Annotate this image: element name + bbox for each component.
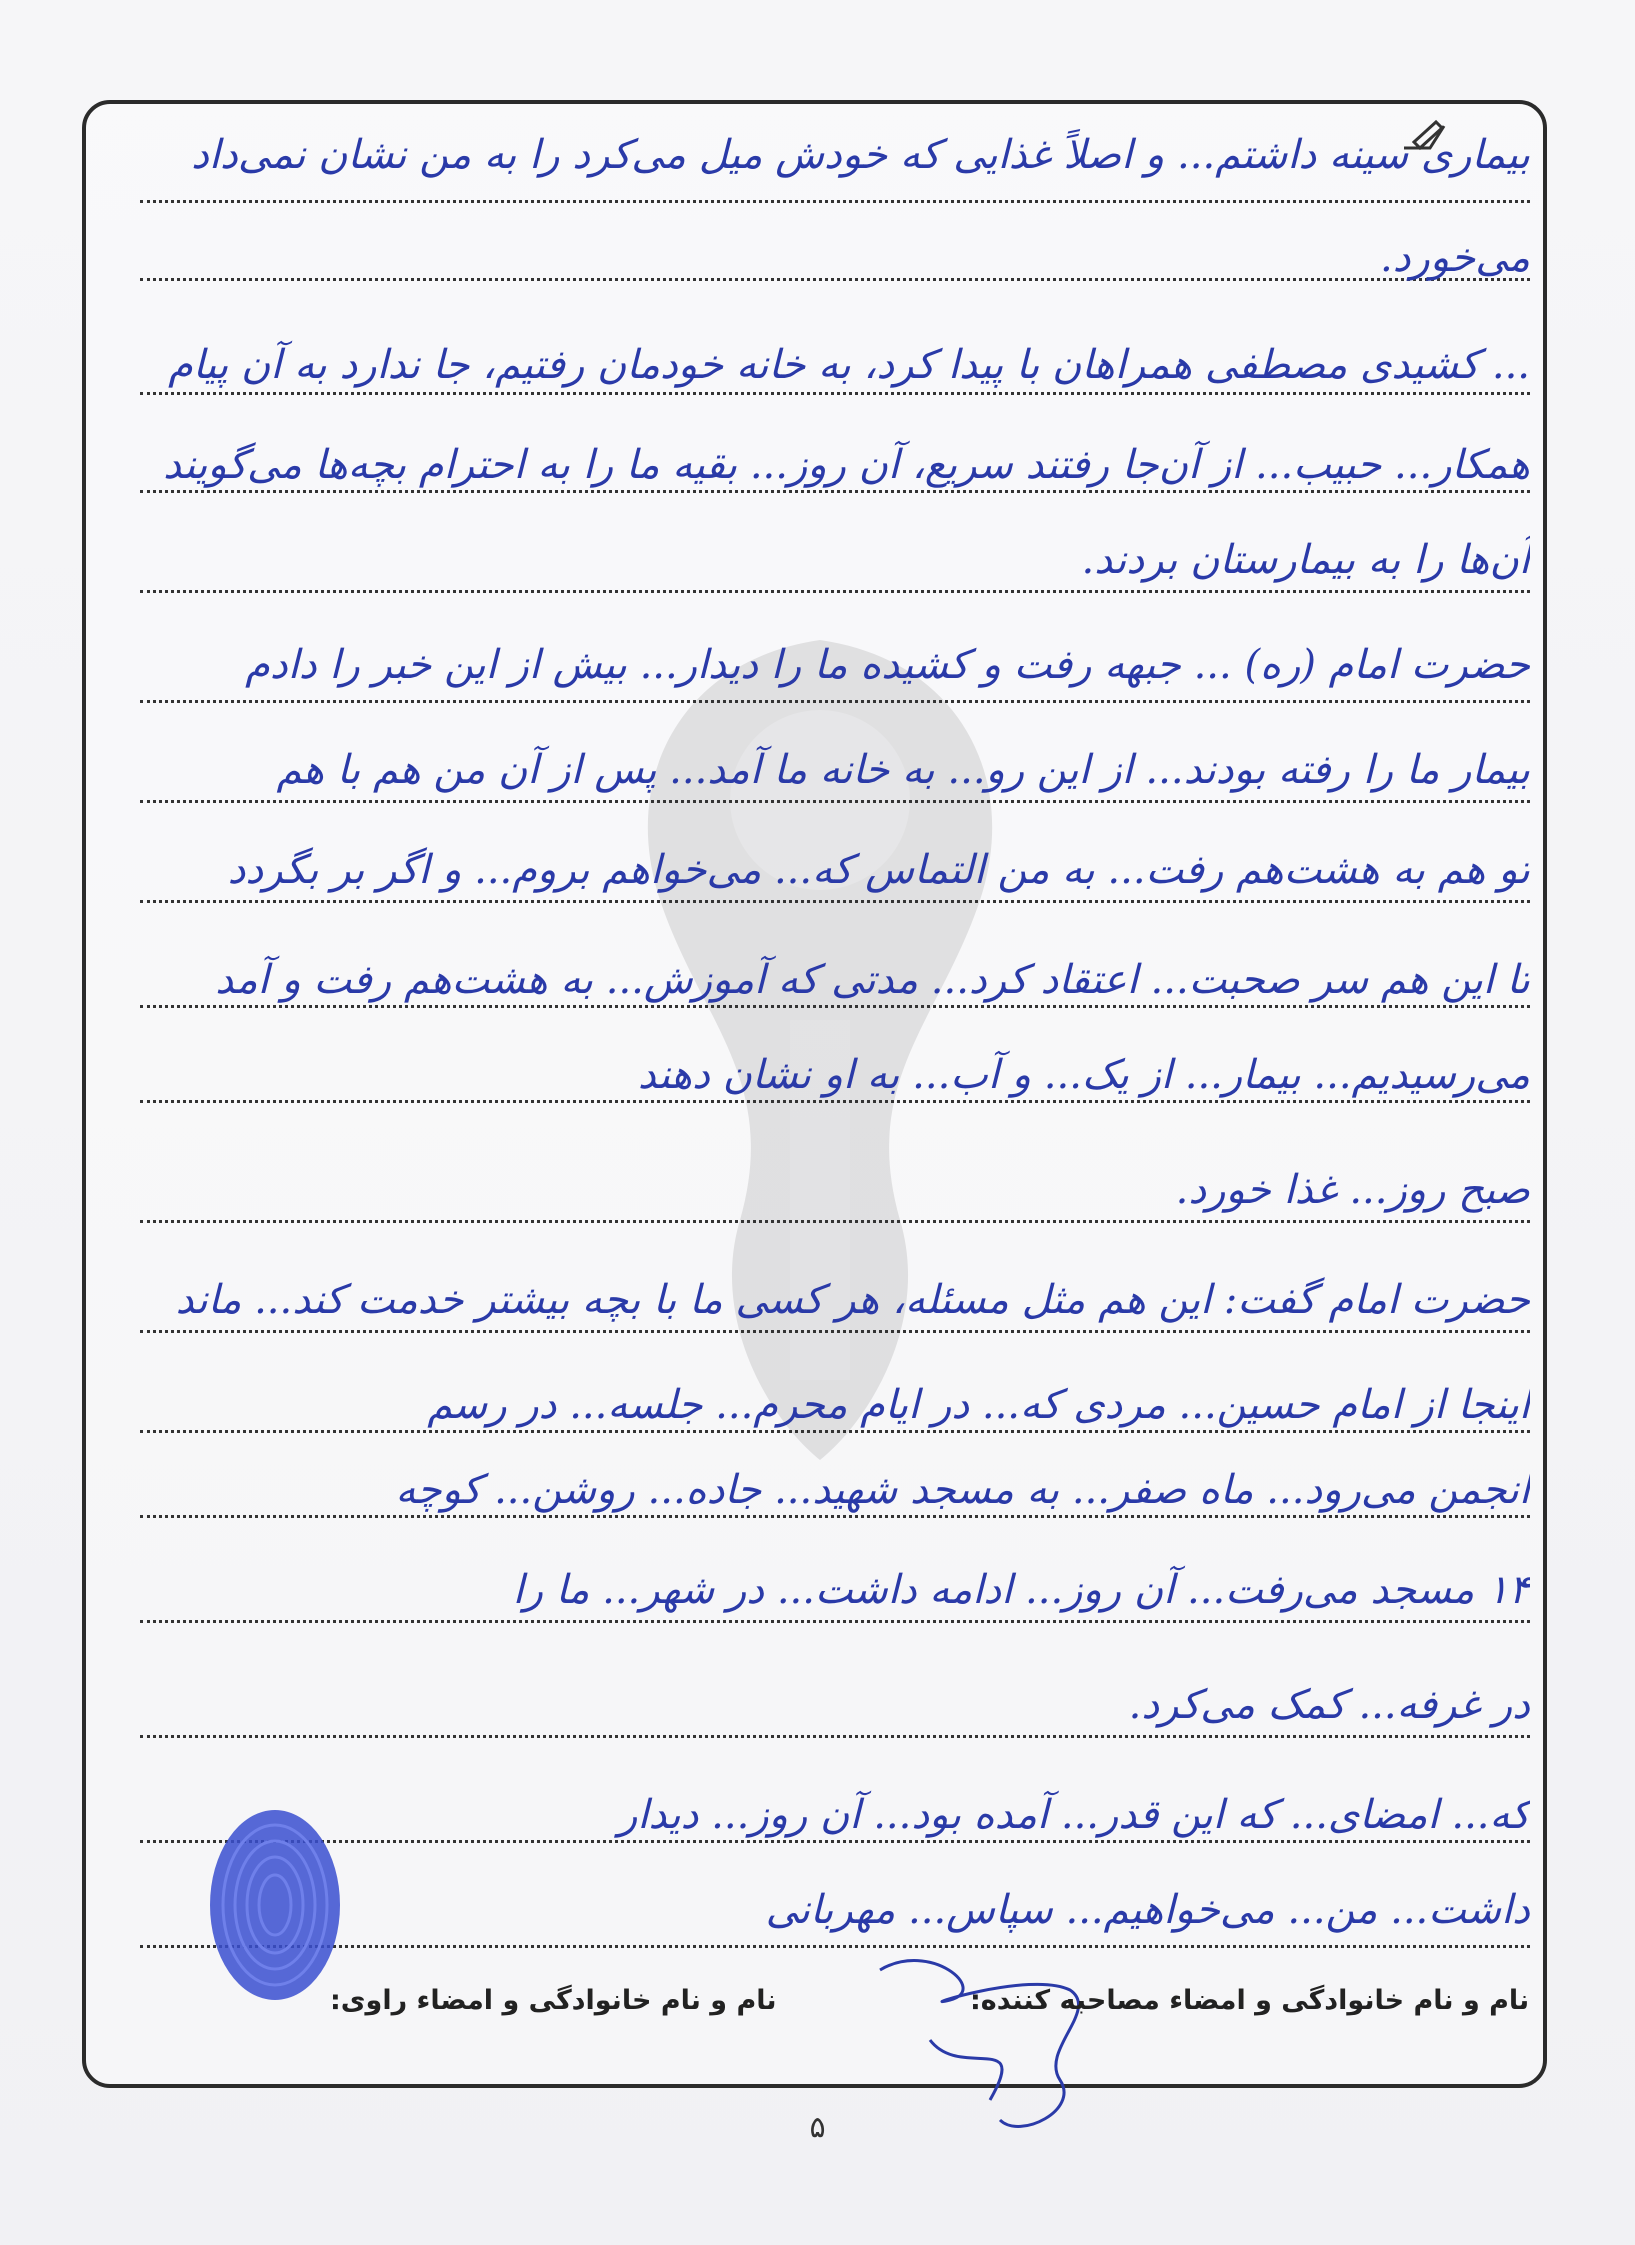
handwritten-line: حضرت امام گفت: این هم مثل مسئله، هر کسی ما با بچه بیشتر خدمت کند... ماند: [175, 1277, 1530, 1323]
handwritten-line: تا این هم سر صحبت... اعتقاد کرد... مدتی که آموزش... به هشت‌هم رفت و آمد: [215, 957, 1530, 1003]
handwritten-line: در غرفه... کمک می‌کرد.: [1128, 1682, 1530, 1728]
ruled-line: [140, 1330, 1530, 1333]
handwritten-line: می‌خورد.: [1380, 235, 1530, 281]
handwritten-line: می‌رسیدیم... بیمار... از یک... و آب... به او نشان دهند: [637, 1052, 1530, 1098]
interviewer-signature-label: نام و نام خانوادگی و امضاء مصاحبه کننده:: [970, 1985, 1530, 2016]
narrator-signature-label: نام و نام خانوادگی و امضاء راوی:: [330, 1985, 777, 2016]
handwritten-line: ۱۴ مسجد می‌رفت... آن روز... ادامه داشت... در شهر... ما را: [512, 1567, 1530, 1613]
ruled-line: [140, 700, 1530, 703]
ruled-line: [140, 1220, 1530, 1223]
handwritten-line: حضرت امام (ره) ... جبهه رفت و کشیده ما را دیدار... بیش از این خبر را دادم: [245, 642, 1530, 688]
ruled-line: [140, 590, 1530, 593]
fingerprint-icon: [200, 1800, 350, 2010]
ruled-line: [140, 900, 1530, 903]
handwritten-line: آن‌ها را به بیمارستان بردند.: [1081, 537, 1530, 583]
handwritten-line: همکار... حبیب... از آن‌جا رفتند سریع، آن روز... بقیه ما را به احترام بچه‌ها می‌گویند: [163, 442, 1530, 488]
handwritten-line: که... امضای... که این قدر... آمده بود... آن روز... دیدار: [618, 1792, 1530, 1838]
handwritten-line: ... کشیدی مصطفی همراهان با پیدا کرد، به خانه خودمان رفتیم، جا ندارد به آن پیام: [168, 342, 1530, 388]
ruled-line: [140, 1735, 1530, 1738]
ruled-line: [140, 200, 1530, 203]
page-number: ۵: [809, 2110, 826, 2145]
handwritten-line: صبح روز... غذا خورد.: [1175, 1167, 1530, 1213]
handwritten-line: داشت... من... می‌خواهیم... سپاس... مهربانی: [765, 1887, 1530, 1933]
handwritten-line: اینجا از امام حسین... مردی که... در ایام محرم... جلسه... در رسم: [427, 1382, 1530, 1428]
handwritten-line: بیماری سینه داشتم... و اصلاً غذایی که خودش میل می‌کرد را به من نشان نمی‌داد: [191, 132, 1530, 178]
ruled-line: [140, 1620, 1530, 1623]
handwritten-line: تو هم به هشت‌هم رفت... به من التماس که... می‌خواهم بروم... و اگر بر بگردد: [227, 847, 1530, 893]
handwritten-line: بیمار ما را رفته بودند... از این رو... به خانه ما آمد... پس از آن من هم با هم: [276, 747, 1530, 793]
handwritten-line: انجمن می‌رود... ماه صفر... به مسجد شهید... جاده... روشن... کوچه: [395, 1467, 1530, 1513]
ruled-line: [140, 800, 1530, 803]
